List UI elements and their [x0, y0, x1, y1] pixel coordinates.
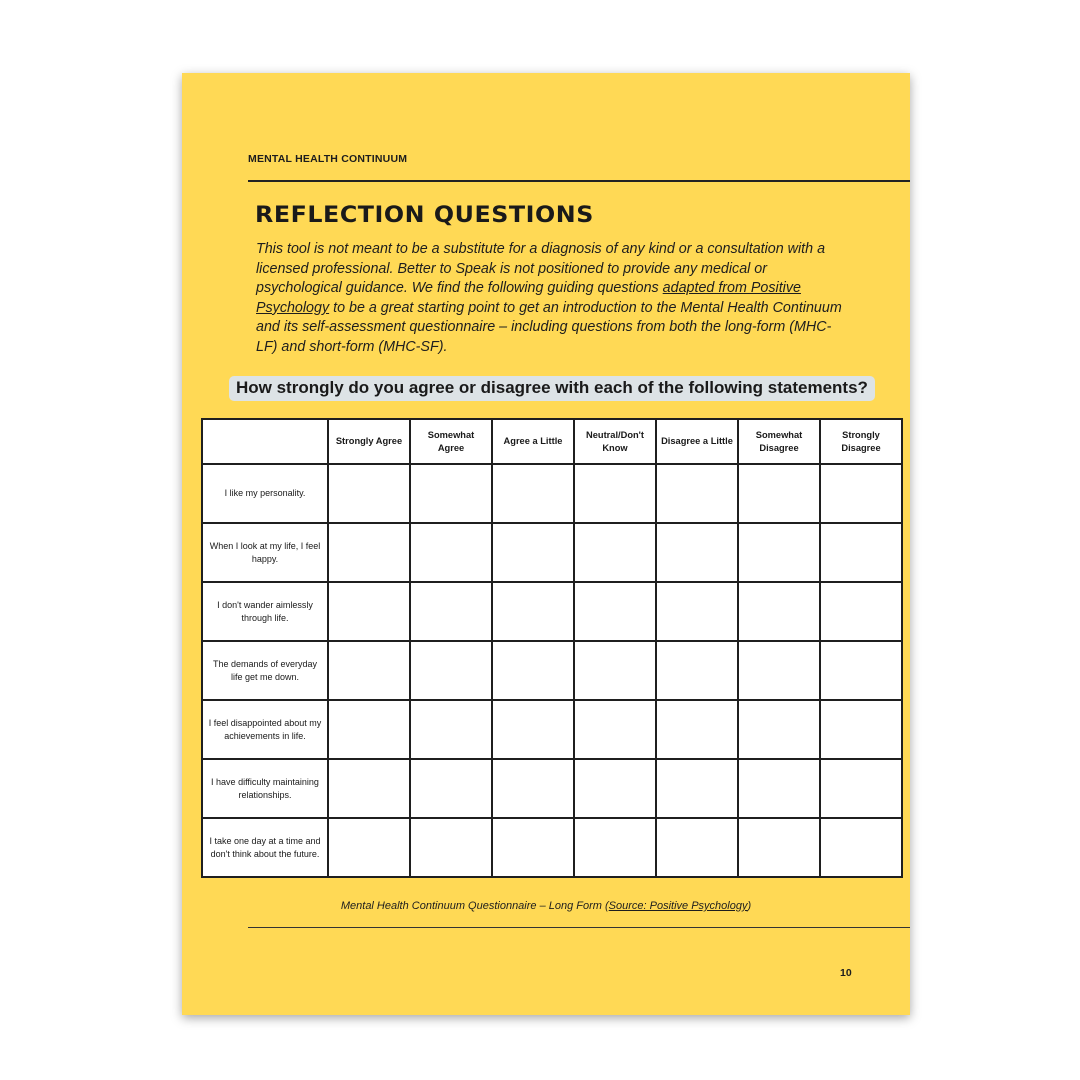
response-cell[interactable]	[328, 759, 410, 818]
response-cell[interactable]	[656, 641, 738, 700]
response-cell[interactable]	[738, 464, 820, 523]
response-cell[interactable]	[656, 582, 738, 641]
table-row	[202, 523, 902, 582]
response-cell[interactable]	[738, 523, 820, 582]
response-cell[interactable]	[328, 641, 410, 700]
response-cell[interactable]	[492, 523, 574, 582]
caption-text: Mental Health Continuum Questionnaire – Long Form (	[340, 900, 609, 912]
table-row	[202, 759, 902, 818]
response-cell[interactable]	[328, 582, 410, 641]
table-row	[202, 582, 902, 641]
response-cell[interactable]	[656, 759, 738, 818]
column-header: Somewhat Disagree	[738, 419, 820, 464]
response-cell[interactable]	[738, 641, 820, 700]
response-cell[interactable]	[738, 818, 820, 877]
statement-cell: The demands of everyday life get me down.	[202, 641, 328, 700]
column-header: Somewhat Agree	[410, 419, 492, 464]
response-cell[interactable]	[820, 818, 902, 877]
response-cell[interactable]	[492, 818, 574, 877]
response-cell[interactable]	[410, 700, 492, 759]
column-header: Neutral/Don't Know	[574, 419, 656, 464]
response-cell[interactable]	[492, 641, 574, 700]
table-header-row	[202, 419, 902, 464]
table-body	[202, 464, 902, 877]
response-cell[interactable]	[328, 818, 410, 877]
statement-cell: When I look at my life, I feel happy.	[202, 523, 328, 582]
response-cell[interactable]	[492, 700, 574, 759]
page-title: REFLECTION QUESTIONS	[255, 203, 594, 228]
response-cell[interactable]	[328, 464, 410, 523]
column-header: Disagree a Little	[656, 419, 738, 464]
column-header: Strongly Disagree	[820, 419, 902, 464]
positive-psychology-link[interactable]: adapted from Positive Psychology	[256, 280, 801, 316]
response-cell[interactable]	[820, 700, 902, 759]
response-cell[interactable]	[410, 523, 492, 582]
response-cell[interactable]	[574, 582, 656, 641]
source-link[interactable]: Source: Positive Psychology	[608, 900, 748, 912]
column-header: Agree a Little	[492, 419, 574, 464]
questionnaire-table	[201, 418, 903, 878]
response-cell[interactable]	[820, 523, 902, 582]
table-row	[202, 641, 902, 700]
statement-cell: I feel disappointed about my achievements in life.	[202, 700, 328, 759]
intro-text-end: to be a great starting point to get an introduction to the Mental Health Continuum and its self-assessment questionnaire – including questions from both the long-form (MHC-LF) and short-form (MHC-SF).	[256, 299, 842, 355]
response-cell[interactable]	[738, 582, 820, 641]
caption-close: )	[747, 900, 752, 912]
page-number: 10	[840, 967, 852, 979]
response-cell[interactable]	[410, 759, 492, 818]
top-divider	[248, 180, 910, 182]
response-cell[interactable]	[492, 464, 574, 523]
intro-paragraph	[256, 240, 846, 358]
response-cell[interactable]	[492, 582, 574, 641]
column-header: Strongly Agree	[328, 419, 410, 464]
table-row	[202, 700, 902, 759]
response-cell[interactable]	[574, 759, 656, 818]
response-cell[interactable]	[656, 818, 738, 877]
response-cell[interactable]	[820, 582, 902, 641]
response-cell[interactable]	[410, 464, 492, 523]
response-cell[interactable]	[410, 582, 492, 641]
response-cell[interactable]	[656, 464, 738, 523]
response-cell[interactable]	[574, 700, 656, 759]
table-row	[202, 464, 902, 523]
response-cell[interactable]	[820, 464, 902, 523]
statement-cell: I like my personality.	[202, 464, 328, 523]
question-banner: How strongly do you agree or disagree with each of the following statements?	[229, 376, 875, 401]
statement-cell: I don't wander aimlessly through life.	[202, 582, 328, 641]
bottom-divider	[248, 927, 910, 928]
response-cell[interactable]	[574, 464, 656, 523]
response-cell[interactable]	[410, 818, 492, 877]
table-caption	[182, 900, 910, 912]
response-cell[interactable]	[656, 523, 738, 582]
intro-text-start: This tool is not meant to be a substitute for a diagnosis of any kind or a consultation with a licensed professional. Better to Speak is not positioned to provide any medical or psychological guidance. We find the following guiding questions	[256, 241, 826, 297]
table-corner-cell	[202, 419, 328, 464]
statement-cell: I have difficulty maintaining relationships.	[202, 759, 328, 818]
response-cell[interactable]	[574, 818, 656, 877]
response-cell[interactable]	[656, 700, 738, 759]
response-cell[interactable]	[328, 700, 410, 759]
response-cell[interactable]	[574, 641, 656, 700]
response-cell[interactable]	[328, 523, 410, 582]
response-cell[interactable]	[738, 700, 820, 759]
table-row	[202, 818, 902, 877]
response-cell[interactable]	[820, 759, 902, 818]
statement-cell: I take one day at a time and don't think about the future.	[202, 818, 328, 877]
response-cell[interactable]	[820, 641, 902, 700]
response-cell[interactable]	[410, 641, 492, 700]
response-cell[interactable]	[738, 759, 820, 818]
response-cell[interactable]	[574, 523, 656, 582]
document-page	[182, 73, 910, 1015]
response-cell[interactable]	[492, 759, 574, 818]
section-label: MENTAL HEALTH CONTINUUM	[248, 153, 408, 165]
